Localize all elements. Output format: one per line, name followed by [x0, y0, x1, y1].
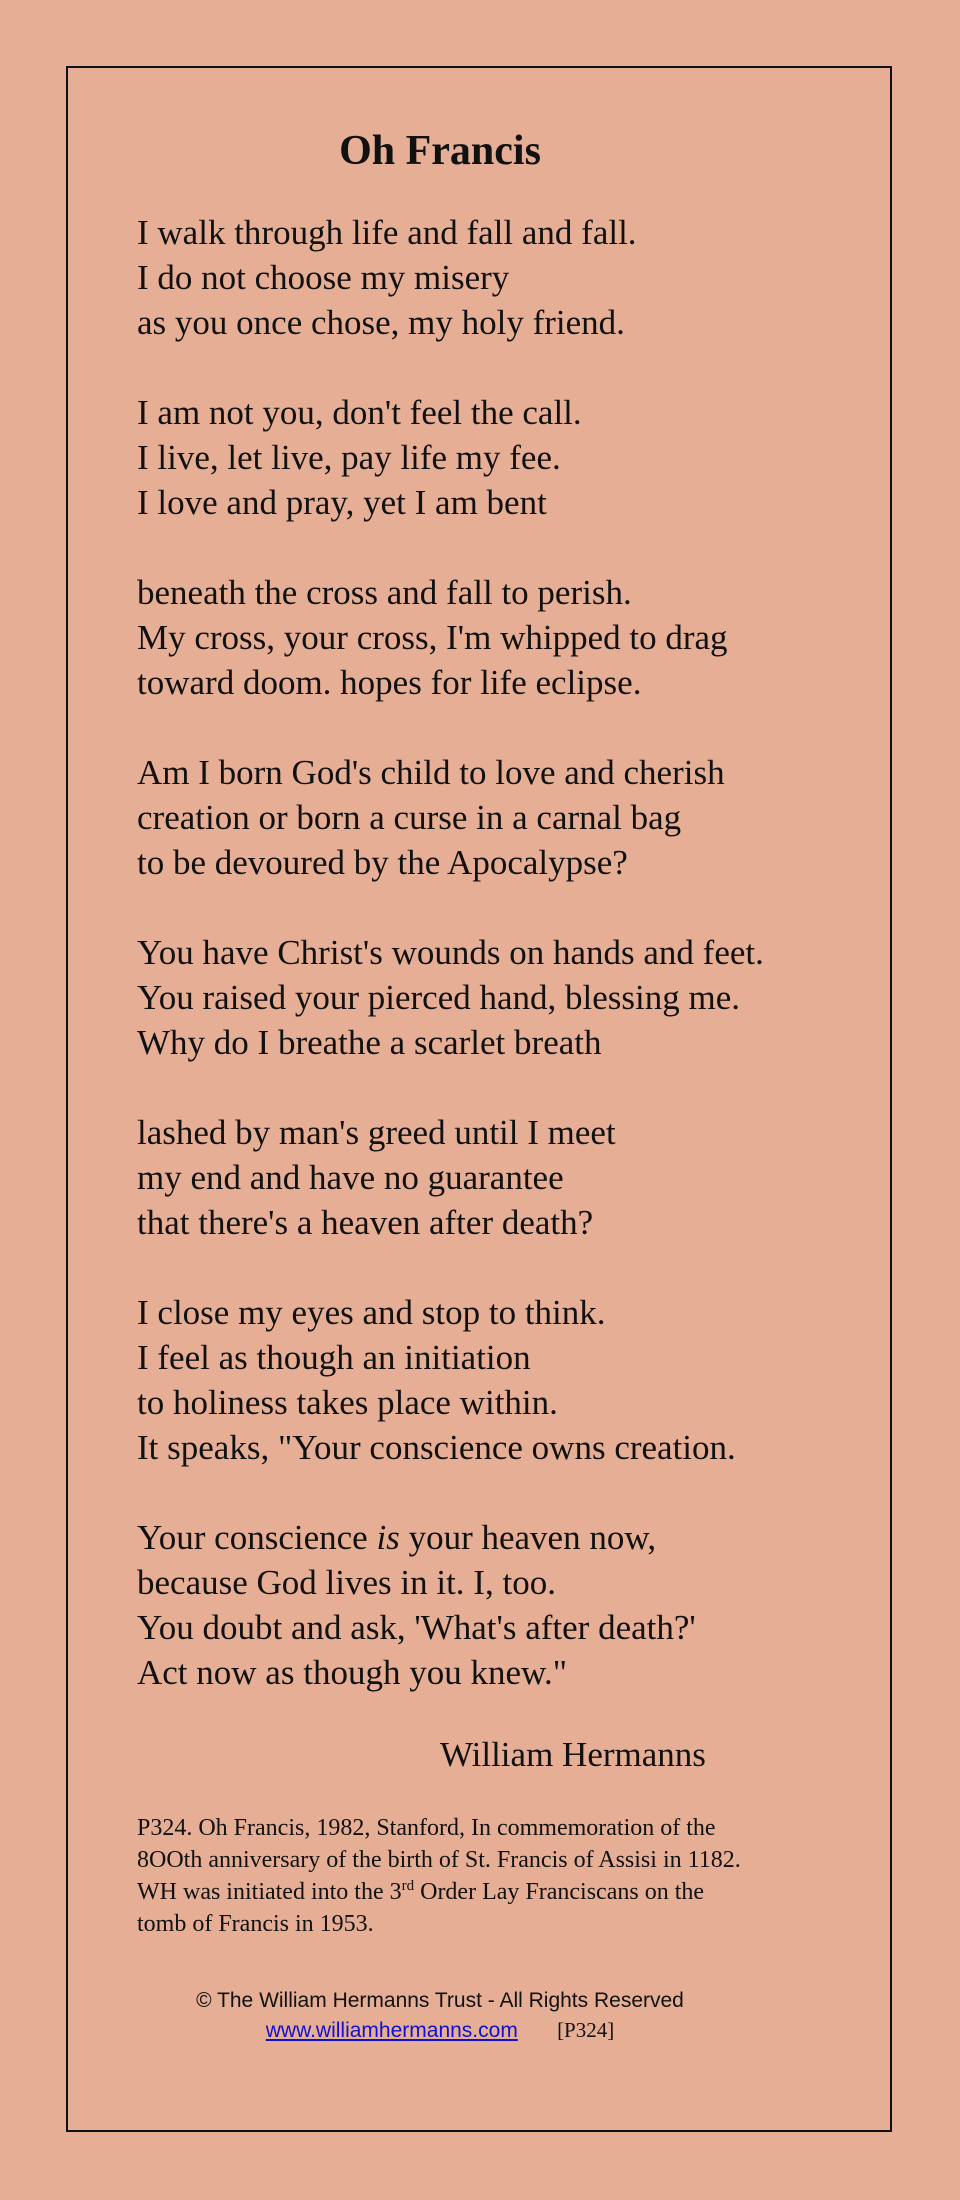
poem-body [137, 210, 877, 1740]
poem-line: You doubt and ask, 'What's after death?' [137, 1608, 696, 1647]
footer-row [0, 2016, 880, 2045]
emphasis-italic: is [376, 1518, 400, 1557]
poem-line: because God lives in it. I, too. [137, 1563, 556, 1602]
poem-line: Why do I breathe a scarlet breath [137, 1023, 602, 1062]
emphasis-after: your heaven now, [399, 1518, 657, 1557]
author-signature: William Hermanns [440, 1735, 706, 1774]
copyright-notice: © The William Hermanns Trust - All Rights Reserved [196, 1989, 684, 2012]
stanza-3 [137, 570, 877, 705]
poem-line: I close my eyes and stop to think. [137, 1293, 606, 1332]
stanza-8 [137, 1515, 877, 1695]
note-line: tomb of Francis in 1953. [137, 1911, 374, 1937]
poem-line: I am not you, don't feel the call. [137, 393, 582, 432]
note-line: P324. Oh Francis, 1982, Stanford, In commemoration of the [137, 1815, 716, 1841]
note-line3-after: Order Lay Franciscans on the [414, 1879, 705, 1905]
poem-line: Act now as though you knew." [137, 1653, 568, 1692]
poem-line: my end and have no guarantee [137, 1158, 564, 1197]
poem-line: as you once chose, my holy friend. [137, 303, 625, 342]
poem-line: toward doom. hopes for life eclipse. [137, 663, 642, 702]
stanza-7 [137, 1290, 877, 1470]
poem-line: creation or born a curse in a carnal bag [137, 798, 682, 837]
note-line3-sup: rd [401, 1878, 415, 1894]
stanza-1 [137, 210, 877, 345]
poem-line: I live, let live, pay life my fee. [137, 438, 561, 477]
poem-line: My cross, your cross, I'm whipped to drag [137, 618, 728, 657]
poem-line: It speaks, "Your conscience owns creation. [137, 1428, 736, 1467]
poem-line: to be devoured by the Apocalypse? [137, 843, 628, 882]
stanza-4 [137, 750, 877, 885]
poem-line: lashed by man's greed until I meet [137, 1113, 616, 1152]
stanza-5 [137, 930, 877, 1065]
poem-line: that there's a heaven after death? [137, 1203, 594, 1242]
poem-line: I feel as though an initiation [137, 1338, 531, 1377]
poem-code: [P324] [557, 2018, 615, 2042]
poem-line-emphasis [137, 1515, 877, 1560]
emphasis-before: Your conscience [137, 1518, 377, 1557]
poem-line: You raised your pierced hand, blessing me. [137, 978, 740, 1017]
poem-title: Oh Francis [339, 128, 541, 174]
poem-line: I walk through life and fall and fall. [137, 213, 637, 252]
poem-line: beneath the cross and fall to perish. [137, 573, 632, 612]
stanza-2 [137, 390, 877, 525]
poem-line: I do not choose my misery [137, 258, 510, 297]
note-line: 8OOth anniversary of the birth of St. Francis of Assisi in 1182. [137, 1847, 741, 1873]
poem-note [137, 1812, 857, 1940]
note-line3-before: WH was initiated into the 3 [137, 1879, 402, 1905]
note-line-ordinal [137, 1876, 857, 1908]
poem-line: Am I born God's child to love and cherish [137, 753, 725, 792]
poem-line: to holiness takes place within. [137, 1383, 558, 1422]
poem-line: I love and pray, yet I am bent [137, 483, 547, 522]
stanza-6 [137, 1110, 877, 1245]
website-link[interactable]: www.williamhermanns.com [265, 2019, 518, 2042]
poem-line: You have Christ's wounds on hands and feet. [137, 933, 764, 972]
